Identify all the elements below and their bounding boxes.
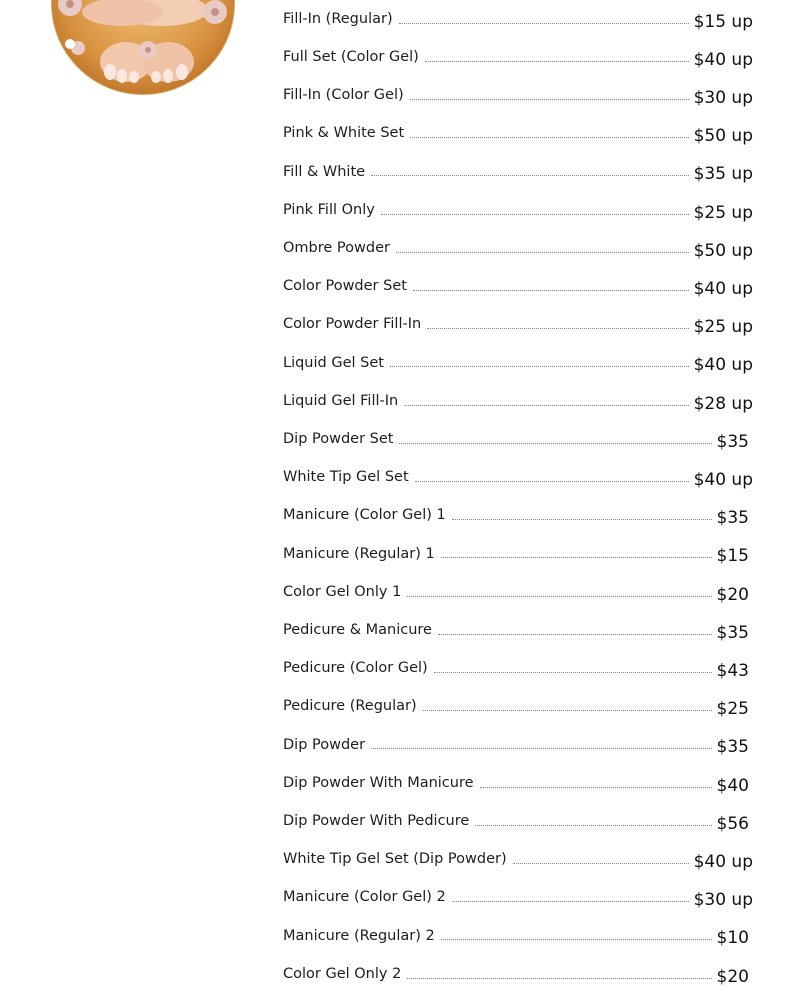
dot-leader [404, 405, 688, 406]
dot-leader [415, 481, 689, 482]
service-name: Pink Fill Only [283, 201, 375, 218]
service-row [283, 465, 753, 495]
service-price: $15 [716, 546, 749, 567]
service-name: Ombre Powder [283, 239, 390, 256]
service-price: $40 up [693, 355, 753, 376]
service-row [283, 771, 753, 801]
service-price: $40 up [693, 278, 753, 299]
service-name: Fill & White [283, 163, 366, 180]
dot-leader [396, 252, 689, 253]
service-name: Full Set (Color Gel) [283, 48, 419, 65]
dot-leader [371, 748, 711, 749]
service-row [283, 618, 753, 648]
dot-leader [475, 825, 711, 826]
service-row [283, 389, 753, 419]
service-price: $40 up [693, 49, 753, 70]
dot-leader [425, 61, 689, 62]
service-name: Dip Powder With Manicure [283, 774, 474, 791]
dot-leader [452, 901, 689, 902]
service-name: White Tip Gel Set [283, 469, 409, 486]
service-name: Color Powder Set [283, 278, 407, 295]
dot-leader [452, 519, 712, 520]
dot-leader [390, 366, 689, 367]
service-price: $10 [716, 928, 749, 949]
service-price: $35 [716, 508, 749, 529]
dot-leader [410, 99, 689, 100]
service-name: Manicure (Regular) 1 [283, 545, 435, 562]
service-name: Color Gel Only 2 [283, 965, 402, 982]
service-price: $35 [716, 431, 749, 452]
service-name: Manicure (Color Gel) 2 [283, 889, 446, 906]
service-price: $15 up [693, 11, 753, 32]
dot-leader [480, 787, 712, 788]
service-row [283, 733, 753, 763]
dot-leader [513, 863, 689, 864]
service-price: $40 [716, 775, 749, 796]
dot-leader [427, 328, 688, 329]
service-name: Manicure (Color Gel) 1 [283, 507, 446, 524]
service-name: Fill-In (Regular) [283, 10, 393, 27]
service-name: Pedicure (Color Gel) [283, 660, 428, 677]
service-price: $40 up [693, 469, 753, 490]
service-row [283, 809, 753, 839]
service-price: $35 up [693, 164, 753, 185]
dot-leader [371, 175, 689, 176]
service-price: $50 up [693, 240, 753, 261]
service-price: $20 [716, 966, 749, 987]
service-name: Color Powder Fill-In [283, 316, 422, 333]
service-row [283, 580, 753, 610]
dot-leader [441, 557, 712, 558]
service-row [283, 198, 753, 228]
service-price: $20 [716, 584, 749, 605]
service-row [283, 962, 753, 992]
service-name: Liquid Gel Set [283, 354, 384, 371]
service-row [283, 160, 753, 190]
dot-leader [399, 443, 711, 444]
service-price: $40 up [693, 851, 753, 872]
service-price: $25 up [693, 317, 753, 338]
service-name: Pedicure & Manicure [283, 621, 432, 638]
service-row [283, 274, 753, 304]
service-price: $35 [716, 622, 749, 643]
service-name: White Tip Gel Set (Dip Powder) [283, 851, 507, 868]
service-row [283, 886, 753, 916]
service-price: $56 [716, 813, 749, 834]
service-row [283, 45, 753, 75]
service-row [283, 504, 753, 534]
service-row [283, 695, 753, 725]
service-row [283, 351, 753, 381]
dot-leader [441, 939, 712, 940]
service-row [283, 924, 753, 954]
service-price: $25 up [693, 202, 753, 223]
service-row [283, 656, 753, 686]
service-name: Manicure (Regular) 2 [283, 927, 435, 944]
service-row [283, 122, 753, 152]
service-row [283, 542, 753, 572]
service-name: Dip Powder With Pedicure [283, 812, 470, 829]
service-row [283, 313, 753, 343]
service-name: Fill-In (Color Gel) [283, 87, 404, 104]
service-price: $43 [716, 660, 749, 681]
dot-leader [413, 290, 689, 291]
dot-leader [399, 23, 689, 24]
service-row [283, 847, 753, 877]
dot-leader [410, 137, 688, 138]
service-name: Pedicure (Regular) [283, 698, 417, 715]
service-row [283, 7, 753, 37]
dot-leader [381, 214, 689, 215]
service-name: Color Gel Only 1 [283, 583, 402, 600]
service-row [283, 83, 753, 113]
service-name: Liquid Gel Fill-In [283, 392, 399, 409]
service-price: $30 up [693, 890, 753, 911]
dot-leader [407, 596, 711, 597]
service-name: Dip Powder Set [283, 430, 394, 447]
service-name: Pink & White Set [283, 125, 405, 142]
manicure-pedicure-image [52, 0, 234, 94]
dot-leader [434, 672, 712, 673]
service-row [283, 236, 753, 266]
service-price: $25 [716, 699, 749, 720]
service-price: $50 up [693, 126, 753, 147]
service-row [283, 427, 753, 457]
service-price: $35 [716, 737, 749, 758]
dot-leader [438, 634, 712, 635]
service-name: Dip Powder [283, 736, 366, 753]
dot-leader [407, 978, 711, 979]
service-photo [52, 0, 234, 94]
service-price: $30 up [693, 87, 753, 108]
dot-leader [423, 710, 712, 711]
service-price: $28 up [693, 393, 753, 414]
